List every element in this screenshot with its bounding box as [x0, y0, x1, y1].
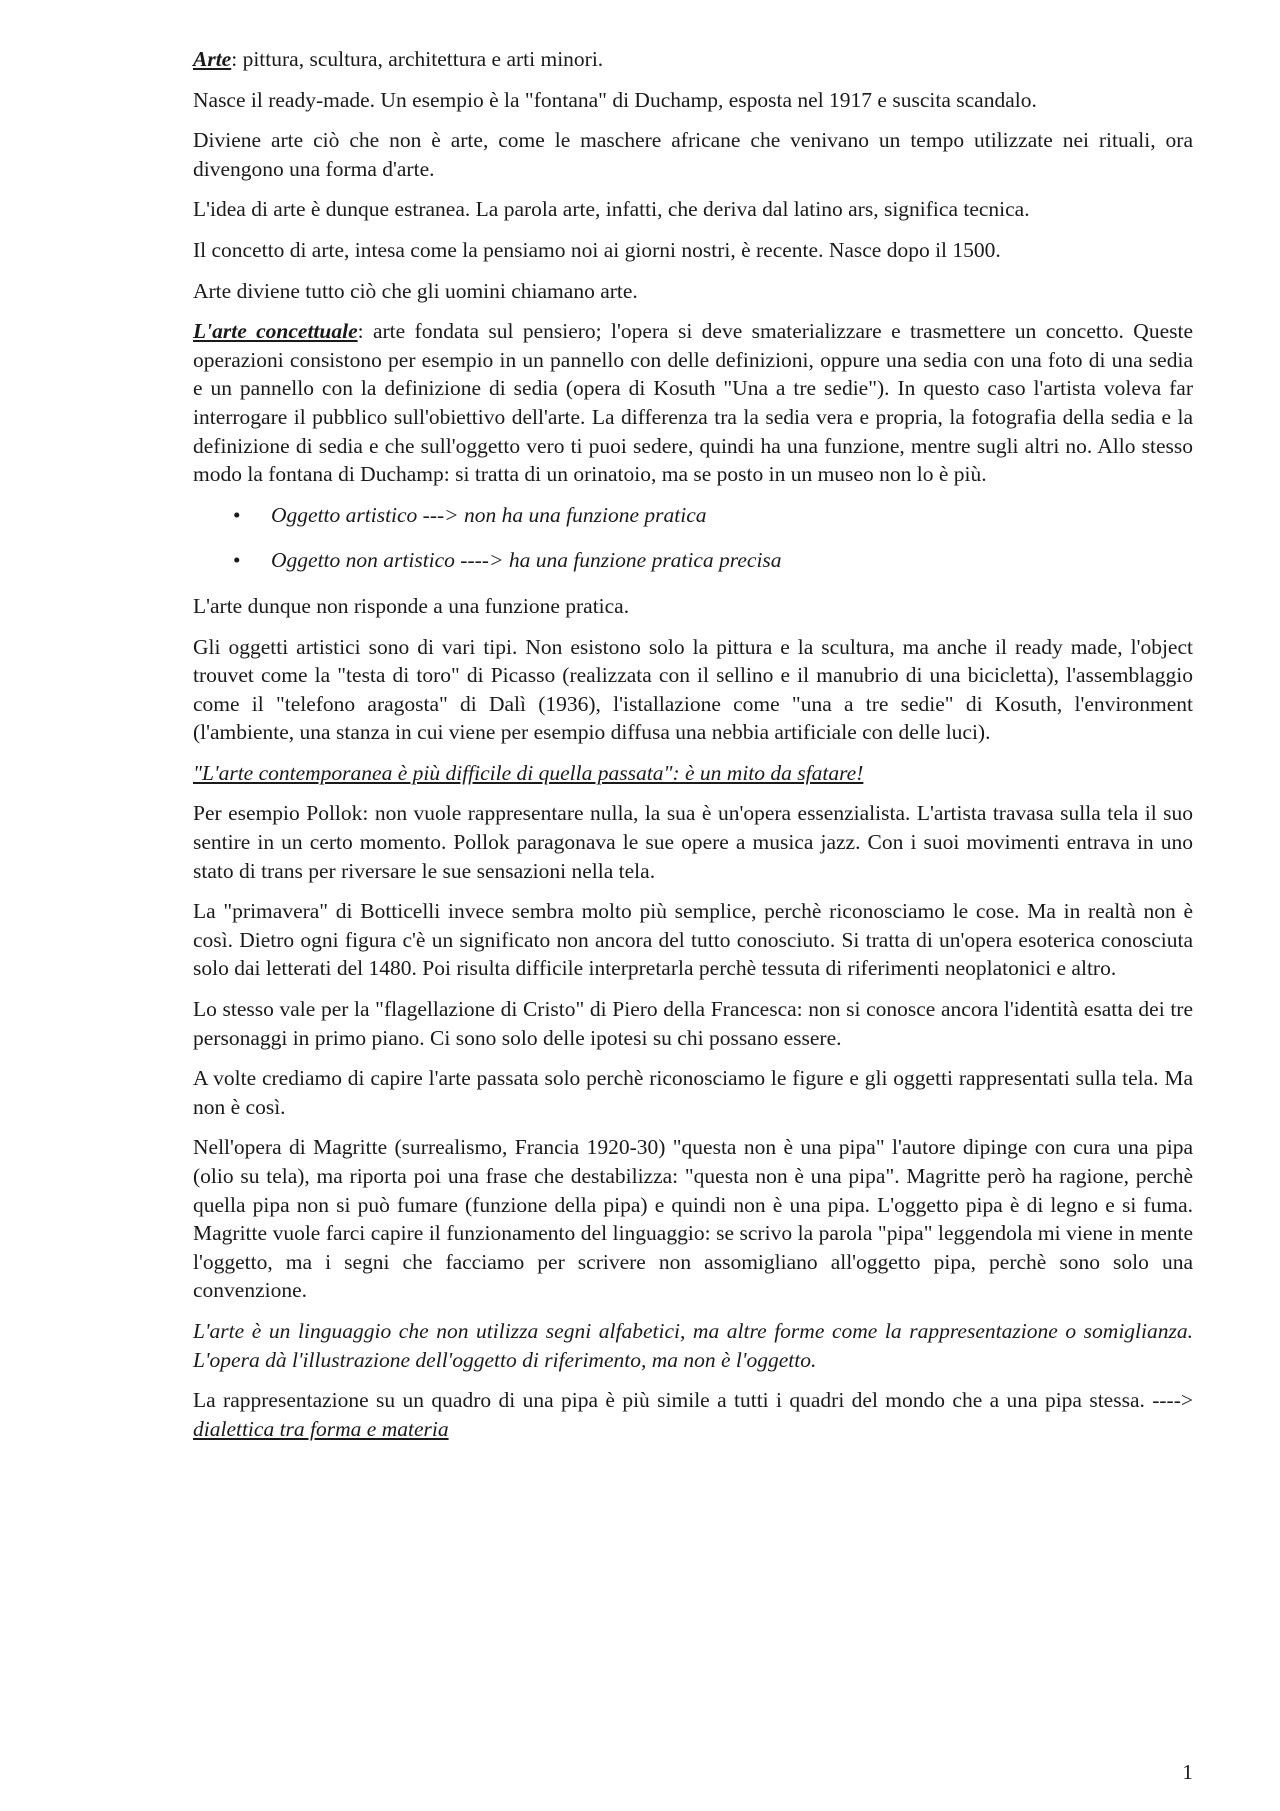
paragraph-arte-diviene: Arte diviene tutto ciò che gli uomini chiamano arte. [193, 278, 638, 303]
bullet-icon: • [233, 548, 241, 573]
term-arte-concettuale: L'arte concettuale [193, 319, 358, 344]
paragraph-primavera: La "primavera" di Botticelli invece sembra molto più semplice, perchè riconosciamo le cose. Ma in realtà non è così. Dietro ogni figura c'è un significato non ancora del tutto conosciuto. Si tratta di un'opera esoterica conosciuta solo dai letterati del 1480. Poi risulta difficile interpretarla perchè tessuta di riferimenti neoplatonici e altro. [193, 899, 1193, 981]
paragraph-rappresentazione [193, 1386, 1193, 1443]
paragraph-arte-text: : pittura, scultura, architettura e arti minori. [231, 47, 604, 71]
list-item-text: Oggetto non artistico ----> ha una funzione pratica precisa [271, 548, 782, 573]
paragraph-linguaggio: L'arte è un linguaggio che non utilizza segni alfabetici, ma altre forme come la rappresentazione o somiglianza. L'opera dà l'illustrazione dell'oggetto di riferimento, ma non è l'oggetto. [193, 1318, 1193, 1372]
paragraph-arte-passata: A volte crediamo di capire l'arte passata solo perchè riconosciamo le figure e gli oggetti rappresentati sulla tela. Ma non è così. [193, 1066, 1193, 1119]
document-page [193, 45, 1193, 1455]
list-item-text: Oggetto artistico ---> non ha una funzione pratica [271, 502, 707, 527]
bullet-icon: • [233, 502, 241, 527]
list-item [193, 546, 1193, 575]
paragraph-oggetti-artistici: Gli oggetti artistici sono di vari tipi. Non esistono solo la pittura e la scultura, ma anche il ready made, l'object trouvet come la "testa di toro" di Picasso (realizzata con il sellino e il manubrio di una bicicletta), l'assemblaggio come il "telefono aragosta" di Dalì (1936), l'istallazione come "una a tre sedie" di Kosuth, l'environment (l'ambiente, una stanza in cui viene per esempio diffusa una nebbia artificiale con delle luci). [193, 634, 1193, 745]
paragraph-funzione-pratica: L'arte dunque non risponde a una funzione pratica. [193, 593, 630, 618]
bullet-list [193, 501, 1193, 575]
list-item [193, 501, 1193, 530]
paragraph-magritte: Nell'opera di Magritte (surrealismo, Francia 1920-30) "questa non è una pipa" l'autore dipinge con cura una pipa (olio su tela), ma riporta poi una frase che destabilizza: "questa non è una pipa". Magritte però ha ragione, perchè quella pipa non si può fumare (funzione della pipa) e quindi non è una pipa. L'oggetto pipa è di legno e si fuma. Magritte vuole farci capire il funzionamento del linguaggio: se scrivo la parola "pipa" leggendola mi viene in mente l'oggetto, ma i segni che facciamo per scrivere non assomigliano all'oggetto pipa, perchè sono solo una convenzione. [193, 1135, 1193, 1303]
heading-mito: "L'arte contemporanea è più difficile di quella passata": è un mito da sfatare! [193, 760, 864, 785]
paragraph-ready-made: Nasce il ready-made. Un esempio è la "fontana" di Duchamp, esposta nel 1917 e suscita scandalo. [193, 87, 1037, 112]
paragraph-arte-concettuale [193, 317, 1193, 489]
paragraph-idea-arte: L'idea di arte è dunque estranea. La parola arte, infatti, che deriva dal latino ars, significa tecnica. [193, 197, 1030, 222]
paragraph-pollok: Per esempio Pollok: non vuole rappresentare nulla, la sua è un'opera essenzialista. L'artista travasa sulla tela il suo sentire in un certo momento. Pollok paragonava le sue opere a musica jazz. Con i suoi movimenti entrava in uno stato di trans per riversare le sue sensazioni nella tela. [193, 801, 1193, 883]
paragraph-rappresentazione-text: La rappresentazione su un quadro di una pipa è più simile a tutti i quadri del mondo che a una pipa stessa. ----> [193, 1388, 1193, 1413]
paragraph-maschere: Diviene arte ciò che non è arte, come le maschere africane che venivano un tempo utilizzate nei rituali, ora divengono una forma d'arte. [193, 128, 1193, 181]
term-arte: Arte [193, 47, 232, 71]
paragraph-arte-concettuale-text: : arte fondata sul pensiero; l'opera si deve smaterializzare e trasmettere un concetto. Queste operazioni consistono per esempio in un pannello con delle definizioni, oppure una sedia con una foto di una sedia e un pannello con la definizione di sedia (opera di Kosuth "Una a tre sedie"). In questo caso l'artista voleva far interrogare il pubblico sull'obiettivo dell'arte. La differenza tra la sedia vera e propria, la fotografia della sedia e la definizione di sedia e che sull'oggetto vero ti puoi sedere, quindi ha una funzione, mentre sugli altri no. Allo stesso modo la fontana di Duchamp: si tratta di un orinatoio, ma se posto in un museo non lo è più. [193, 319, 1193, 487]
dialettica-link: dialettica tra forma e materia [193, 1416, 449, 1441]
paragraph-flagellazione: Lo stesso vale per la "flagellazione di Cristo" di Piero della Francesca: non si conosce ancora l'identità esatta dei tre personaggi in primo piano. Ci sono solo delle ipotesi su chi possano essere. [193, 997, 1193, 1050]
paragraph-concetto: Il concetto di arte, intesa come la pensiamo noi ai giorni nostri, è recente. Nasce dopo il 1500. [193, 237, 1001, 262]
paragraph-arte [193, 45, 1193, 74]
page-number: 1 [1182, 1760, 1193, 1784]
